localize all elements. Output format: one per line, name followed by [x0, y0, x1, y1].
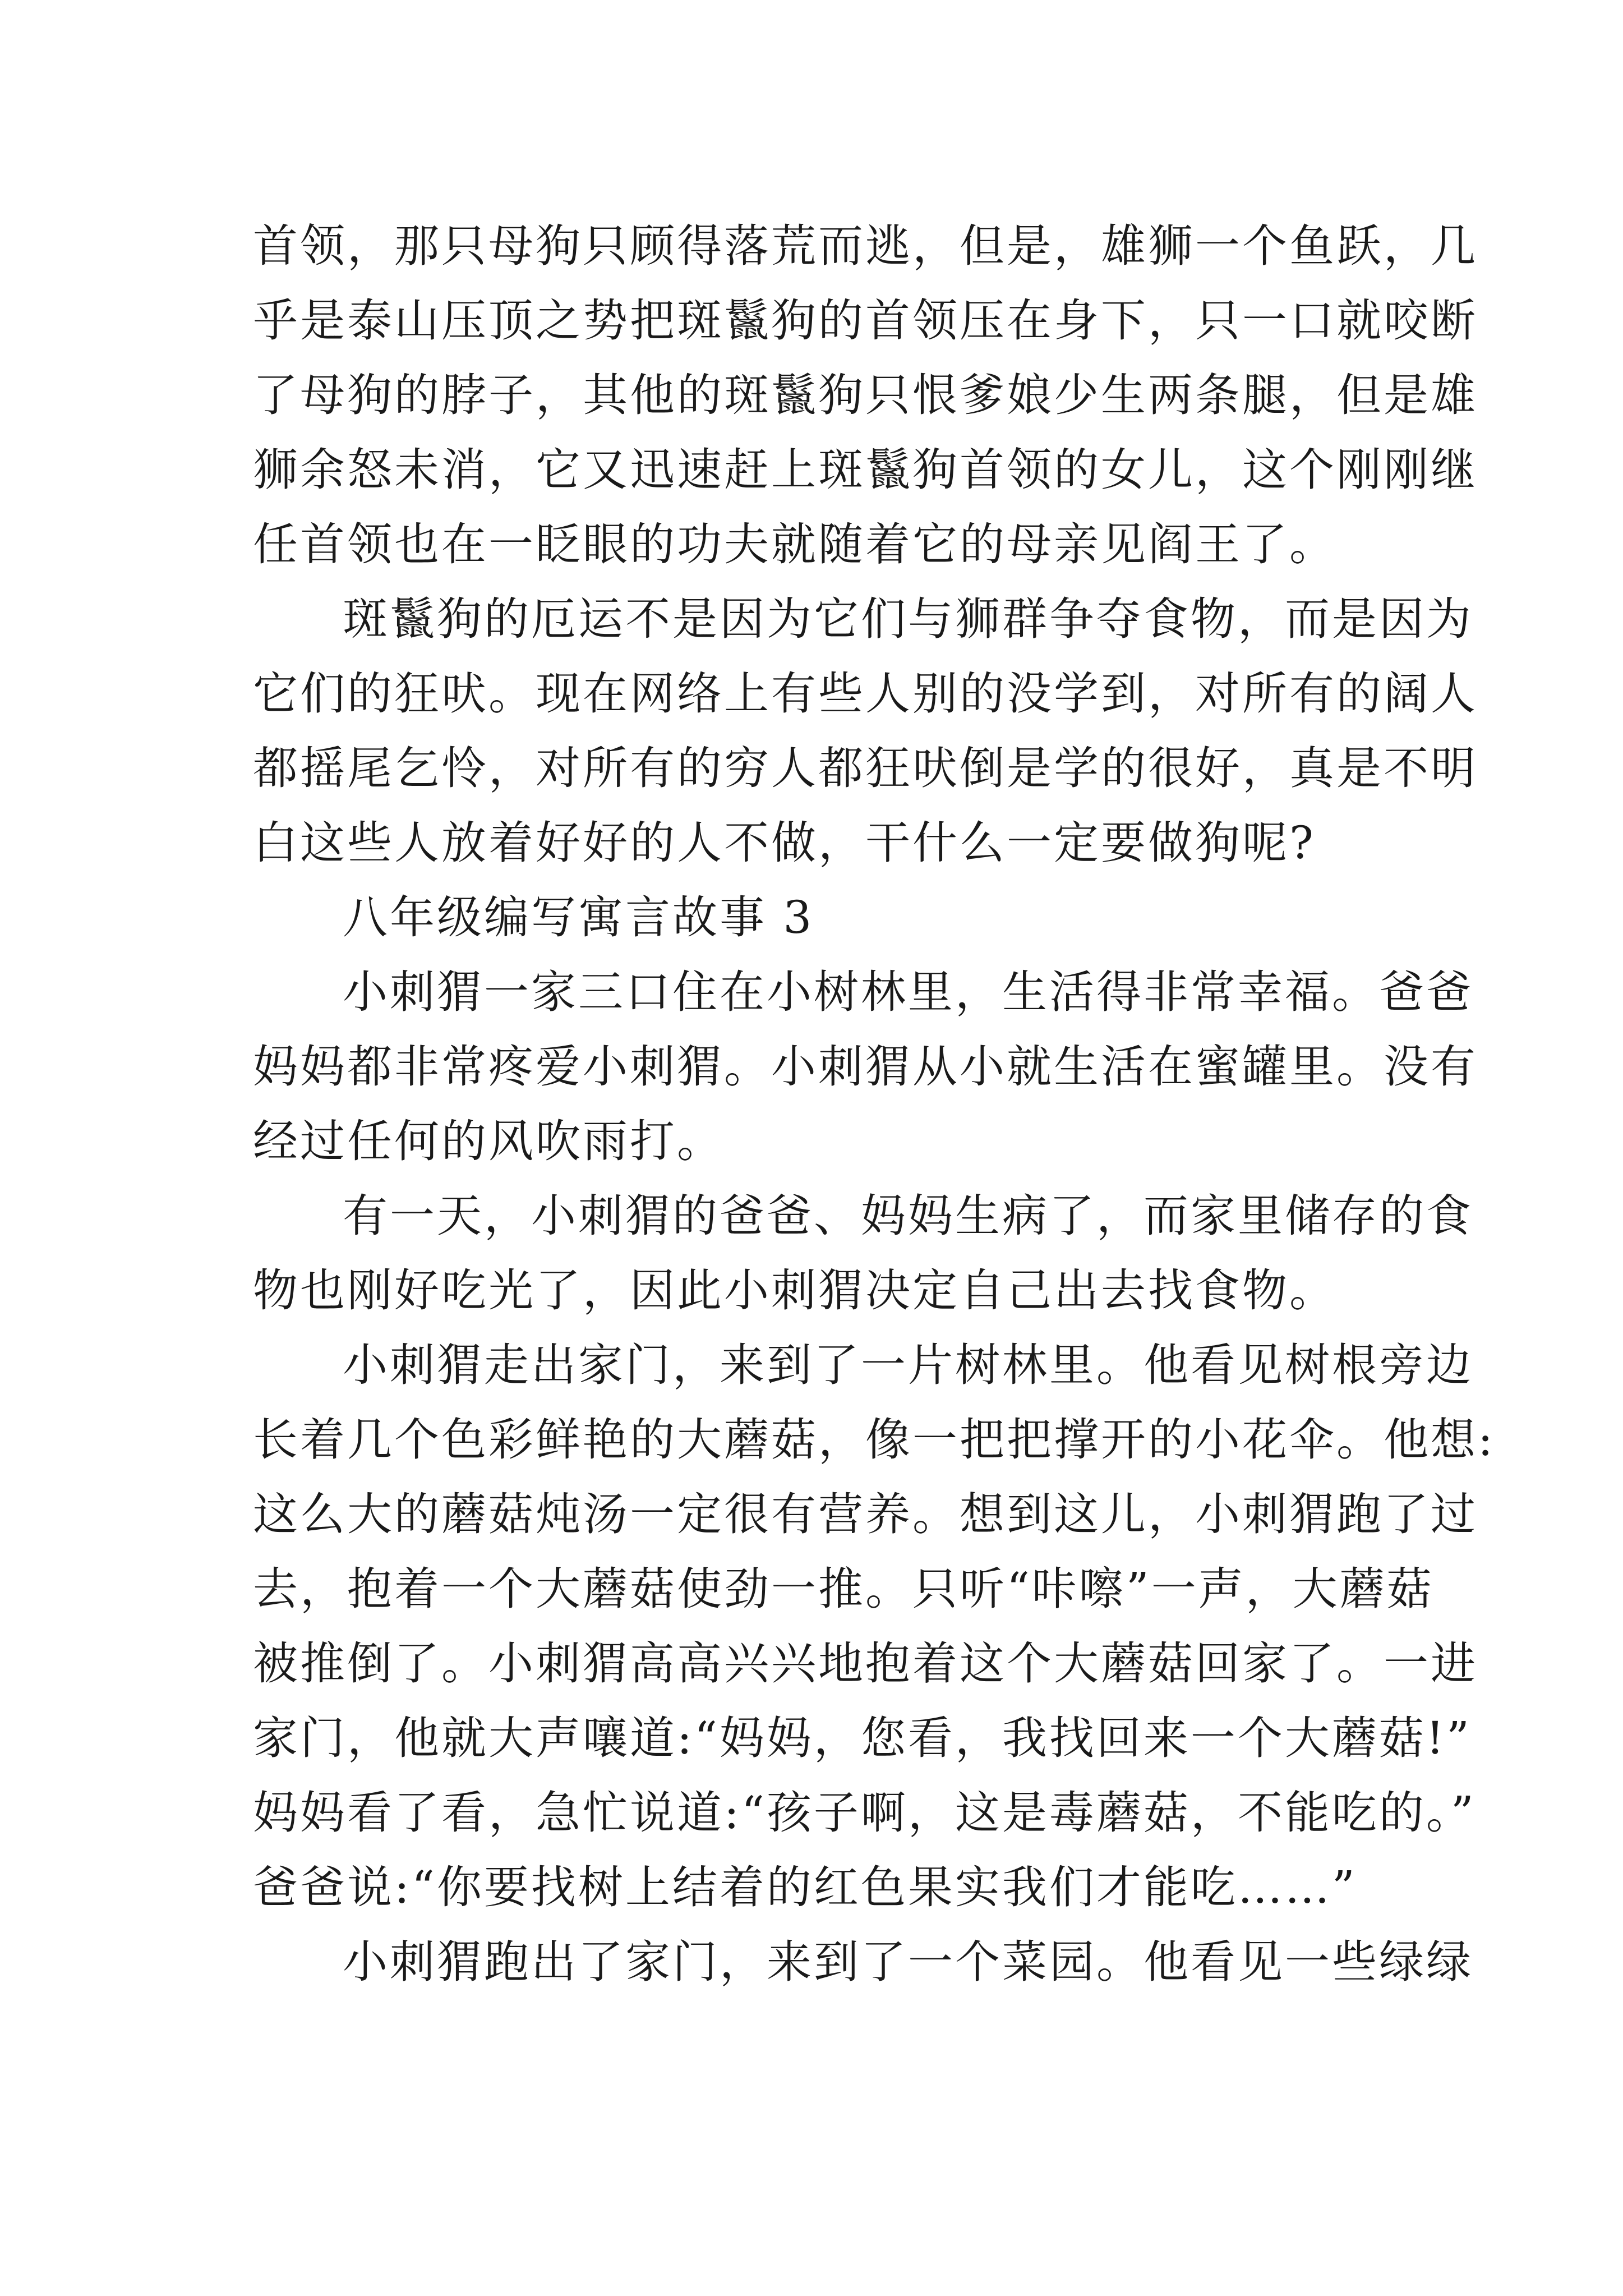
text-line: 家门，他就大声嚷道:“妈妈，您看，我找回来一个大蘑菇!”: [253, 1712, 1472, 1764]
text-line: 经过任何的风吹雨打。: [253, 1115, 724, 1167]
paragraph-start-line: 小刺猬走出家门，来到了一片树林里。他看见树根旁边: [343, 1339, 1473, 1391]
text-line: 任首领也在一眨眼的功夫就随着它的母亲见阎王了。: [253, 518, 1336, 570]
paragraph-start-line: 小刺猬跑出了家门，来到了一个菜园。他看见一些绿绿: [343, 1936, 1473, 1988]
text-line: 白这些人放着好好的人不做，干什么一定要做狗呢?: [253, 817, 1316, 869]
section-heading: 八年级编写寓言故事 3: [343, 891, 814, 944]
paragraph-start-line: 小刺猬一家三口住在小树林里，生活得非常幸福。爸爸: [343, 966, 1473, 1018]
text-line: 爸爸说:“你要找树上结着的红色果实我们才能吃……”: [253, 1861, 1357, 1913]
text-line: 狮余怒未消，它又迅速赶上斑鬣狗首领的女儿，这个刚刚继: [253, 444, 1478, 496]
text-line: 它们的狂吠。现在网络上有些人别的没学到，对所有的阔人: [253, 668, 1478, 720]
paragraph-start-line: 斑鬣狗的厄运不是因为它们与狮群争夺食物，而是因为: [343, 593, 1473, 645]
text-line: 乎是泰山压顶之势把斑鬣狗的首领压在身下，只一口就咬断: [253, 295, 1478, 347]
text-line: 妈妈看了看，急忙说道:“孩子啊，这是毒蘑菇，不能吃的。”: [253, 1787, 1476, 1839]
text-line: 物也刚好吃光了，因此小刺猬决定自己出去找食物。: [253, 1264, 1336, 1317]
text-line: 长着几个色彩鲜艳的大蘑菇，像一把把撑开的小花伞。他想:: [253, 1414, 1495, 1466]
text-line: 了母狗的脖子，其他的斑鬣狗只恨爹娘少生两条腿，但是雄: [253, 369, 1478, 421]
text-line: 都摇尾乞怜，对所有的穷人都狂吠倒是学的很好，真是不明: [253, 742, 1478, 794]
text-line: 被推倒了。小刺猬高高兴兴地抱着这个大蘑菇回家了。一进: [253, 1637, 1478, 1690]
text-line: 这么大的蘑菇炖汤一定很有营养。想到这儿，小刺猬跑了过: [253, 1488, 1478, 1540]
text-line: 首领，那只母狗只顾得落荒而逃，但是，雄狮一个鱼跃，几: [253, 220, 1478, 272]
document-body: [253, 209, 1495, 1999]
text-line: 妈妈都非常疼爱小刺猬。小刺猬从小就生活在蜜罐里。没有: [253, 1041, 1478, 1093]
text-line: 去，抱着一个大蘑菇使劲一推。只听“咔嚓”一声，大蘑菇: [253, 1563, 1434, 1615]
paragraph-start-line: 有一天，小刺猬的爸爸、妈妈生病了，而家里储存的食: [343, 1190, 1473, 1242]
